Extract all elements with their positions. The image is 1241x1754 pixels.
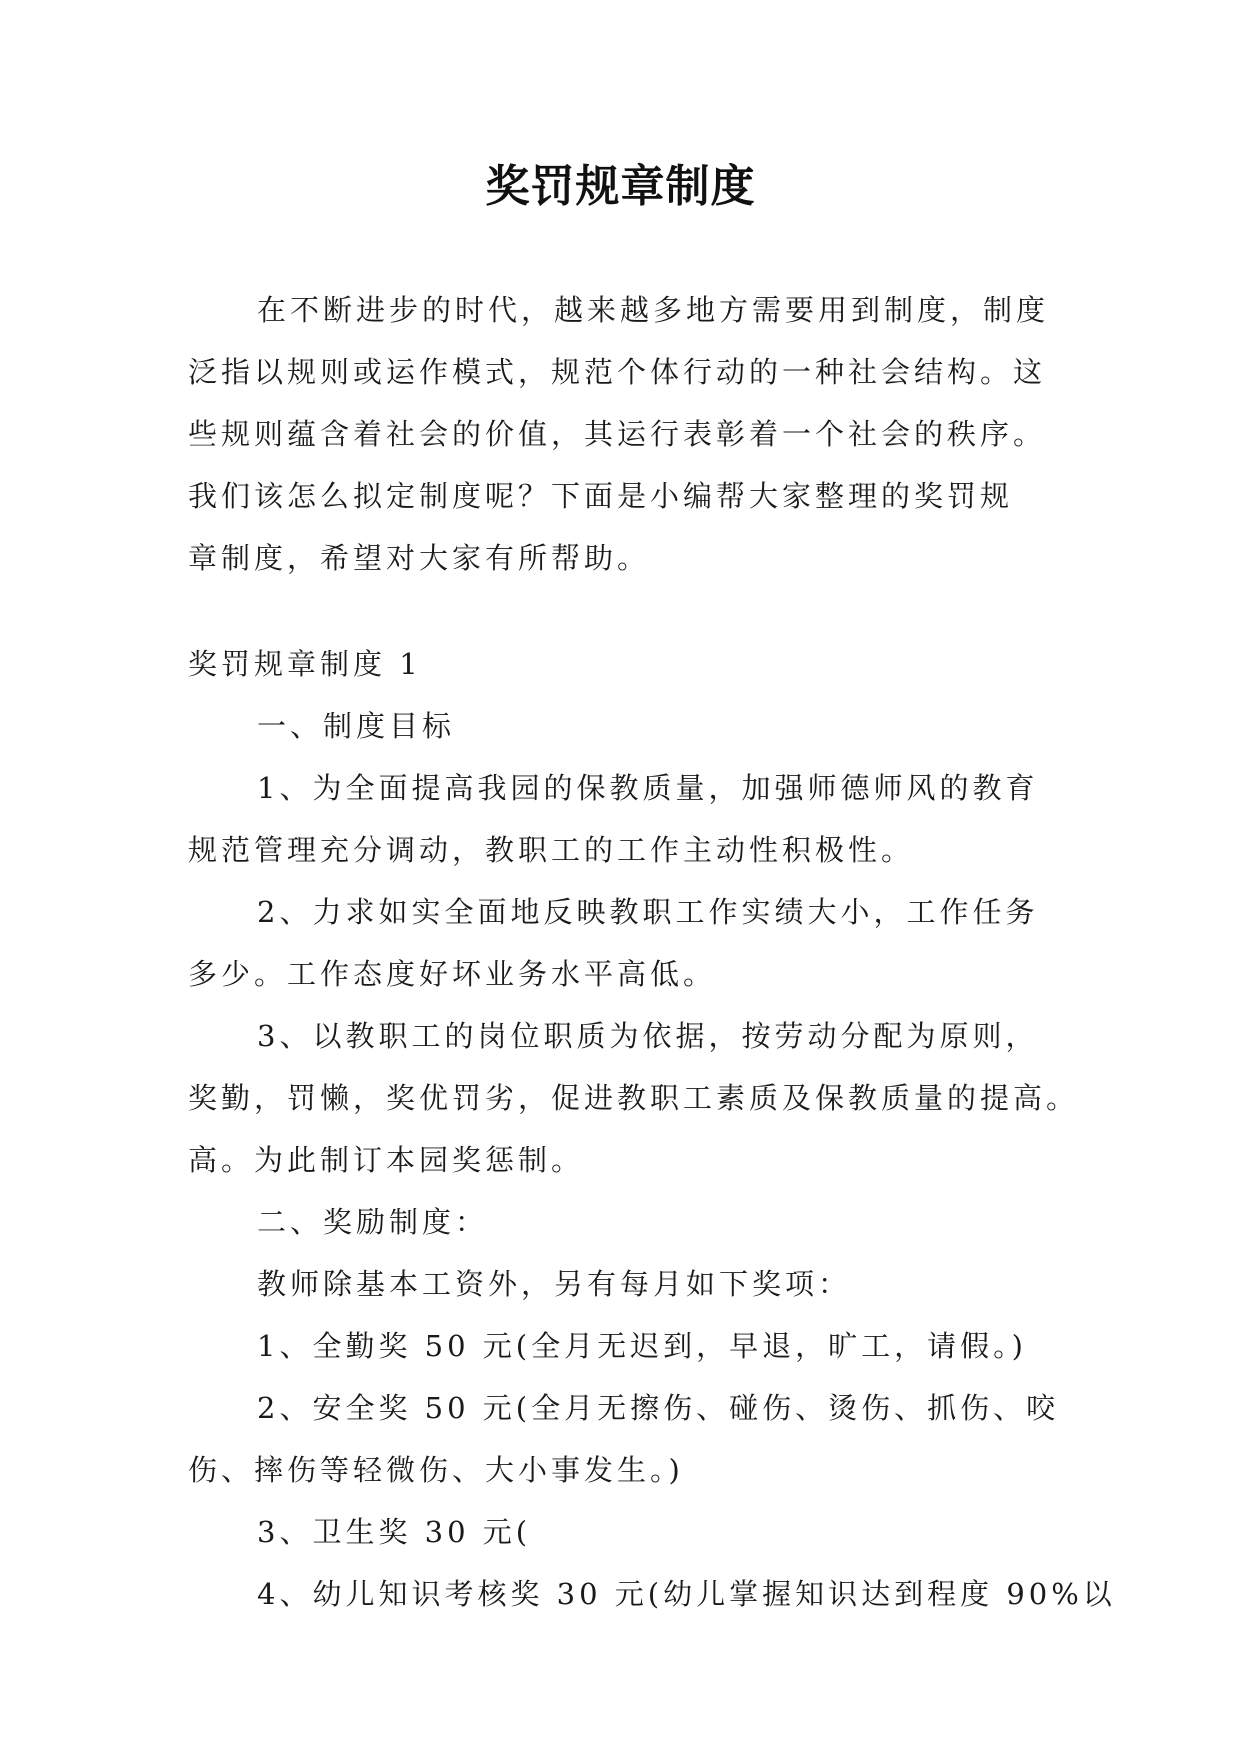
body-line: 3、卫生奖 30 元(: [257, 1515, 532, 1549]
subsection-heading-1: 一、制度目标: [257, 709, 456, 743]
intro-line-5: 章制度，希望对大家有所帮助。: [188, 541, 651, 575]
body-line: 3、以教职工的岗位职质为依据，按劳动分配为原则，: [257, 1019, 1039, 1053]
body-line: 2、力求如实全面地反映教职工作实绩大小，工作任务: [257, 895, 1039, 929]
intro-line-4: 我们该怎么拟定制度呢？下面是小编帮大家整理的奖罚规: [188, 479, 1014, 513]
body-line: 1、为全面提高我园的保教质量，加强师德师风的教育: [257, 771, 1039, 805]
body-line: 多少。工作态度好坏业务水平高低。: [188, 957, 717, 991]
intro-line-2: 泛指以规则或运作模式，规范个体行动的一种社会结构。这: [188, 355, 1047, 389]
body-line: 伤、摔伤等轻微伤、大小事发生。): [188, 1453, 684, 1487]
body-line: 4、幼儿知识考核奖 30 元(幼儿掌握知识达到程度 90%以: [257, 1577, 1116, 1611]
subsection-heading-2: 二、奖励制度：: [257, 1205, 489, 1239]
body-line: 1、全勤奖 50 元(全月无迟到，早退，旷工，请假。): [257, 1329, 1027, 1363]
intro-line-1: 在不断进步的时代，越来越多地方需要用到制度，制度: [257, 293, 1050, 327]
body-line: 教师除基本工资外，另有每月如下奖项：: [257, 1267, 852, 1301]
document-title: 奖罚规章制度: [485, 161, 756, 212]
body-line: 规范管理充分调动，教职工的工作主动性积极性。: [188, 833, 915, 867]
body-line: 高。为此制订本园奖惩制。: [188, 1143, 585, 1177]
body-line: 奖勤，罚懒，奖优罚劣，促进教职工素质及保教质量的提高。: [188, 1081, 1080, 1115]
intro-line-3: 些规则蕴含着社会的价值，其运行表彰着一个社会的秩序。: [188, 417, 1047, 451]
section-heading: 奖罚规章制度 1: [188, 647, 422, 681]
body-line: 2、安全奖 50 元(全月无擦伤、碰伤、烫伤、抓伤、咬: [257, 1391, 1060, 1425]
